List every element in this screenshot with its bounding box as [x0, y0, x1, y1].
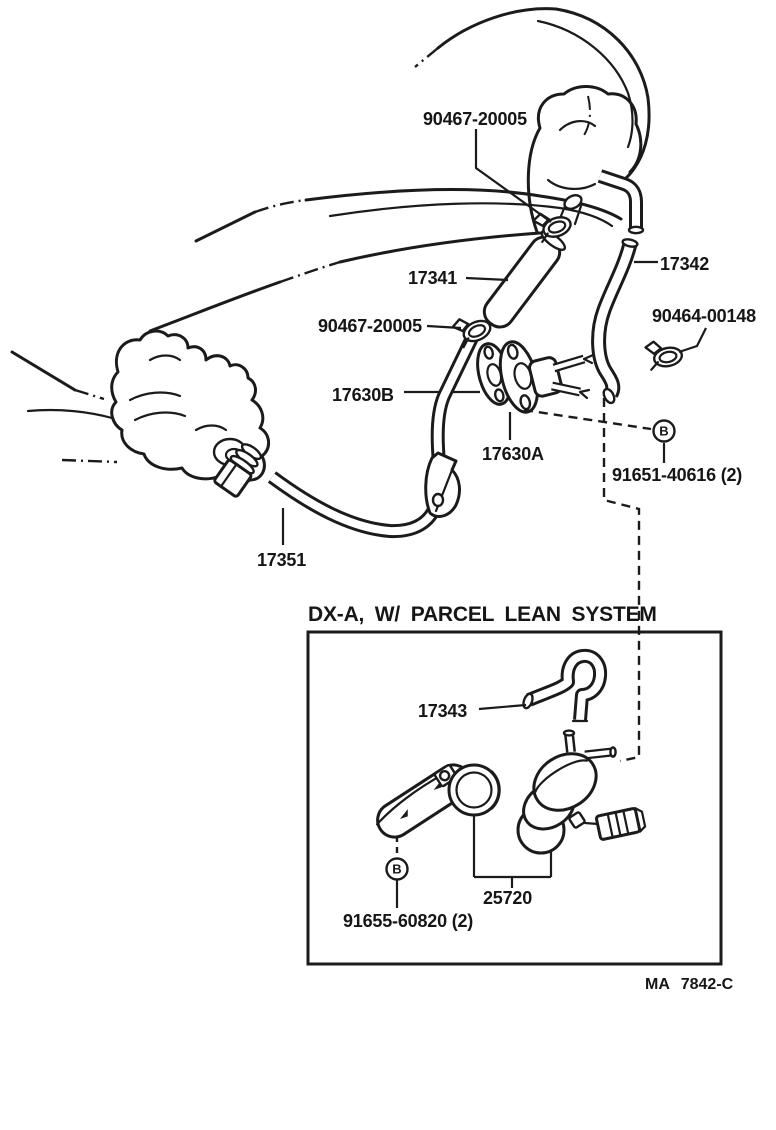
- label-bolt-91651: 91651-40616 (2): [612, 465, 743, 485]
- dashed-line-to-inset: [604, 398, 639, 761]
- label-bolt-91655: 91655-60820 (2): [343, 911, 474, 931]
- bolt-marker-main-letter: B: [659, 423, 669, 439]
- bolt-marker-main: [654, 421, 675, 464]
- label-hose-17341: 17341: [408, 268, 458, 288]
- label-clamp-lower: 90467-20005: [318, 316, 422, 336]
- label-clamp-90464: 90464-00148: [652, 306, 756, 326]
- air-cleaner-elbow: [600, 176, 643, 233]
- leader-90464: [679, 328, 706, 352]
- egr-valve-body: [528, 355, 593, 398]
- air-cleaner-inlet-housing: [528, 87, 641, 233]
- hose-17342: [599, 238, 638, 405]
- hose-clamp-17342: [645, 336, 684, 369]
- bolt-marker-inset-letter: B: [392, 861, 402, 877]
- bolt-marker-inset: [387, 859, 408, 909]
- inset-contents: [371, 656, 646, 908]
- leader-17343: [479, 705, 526, 709]
- label-clamp-front: 90467-20005: [423, 109, 527, 129]
- air-cleaner-assembly: [150, 9, 649, 331]
- label-pipe-17351: 17351: [257, 550, 307, 570]
- vsv-valve-left: [449, 765, 499, 815]
- label-vsv-25720: 25720: [483, 888, 533, 908]
- dashed-line-bolt: [524, 410, 651, 429]
- connector-plug: [596, 807, 646, 840]
- hose-17343: [522, 656, 600, 721]
- label-hose-17343: 17343: [418, 701, 468, 721]
- figure-code: MA 7842-C: [645, 976, 734, 993]
- leader-90467-top: [476, 129, 551, 222]
- vsv-valve-right: [515, 731, 646, 853]
- label-hose-17342: 17342: [660, 254, 710, 274]
- label-gasket-17630B: 17630B: [332, 385, 394, 405]
- inset-title: DX-A, W/ PARCEL LEAN SYSTEM: [308, 603, 657, 626]
- leader-17341: [466, 278, 508, 280]
- label-adapter-17630A: 17630A: [482, 444, 544, 464]
- pipe-bracket: [426, 453, 460, 516]
